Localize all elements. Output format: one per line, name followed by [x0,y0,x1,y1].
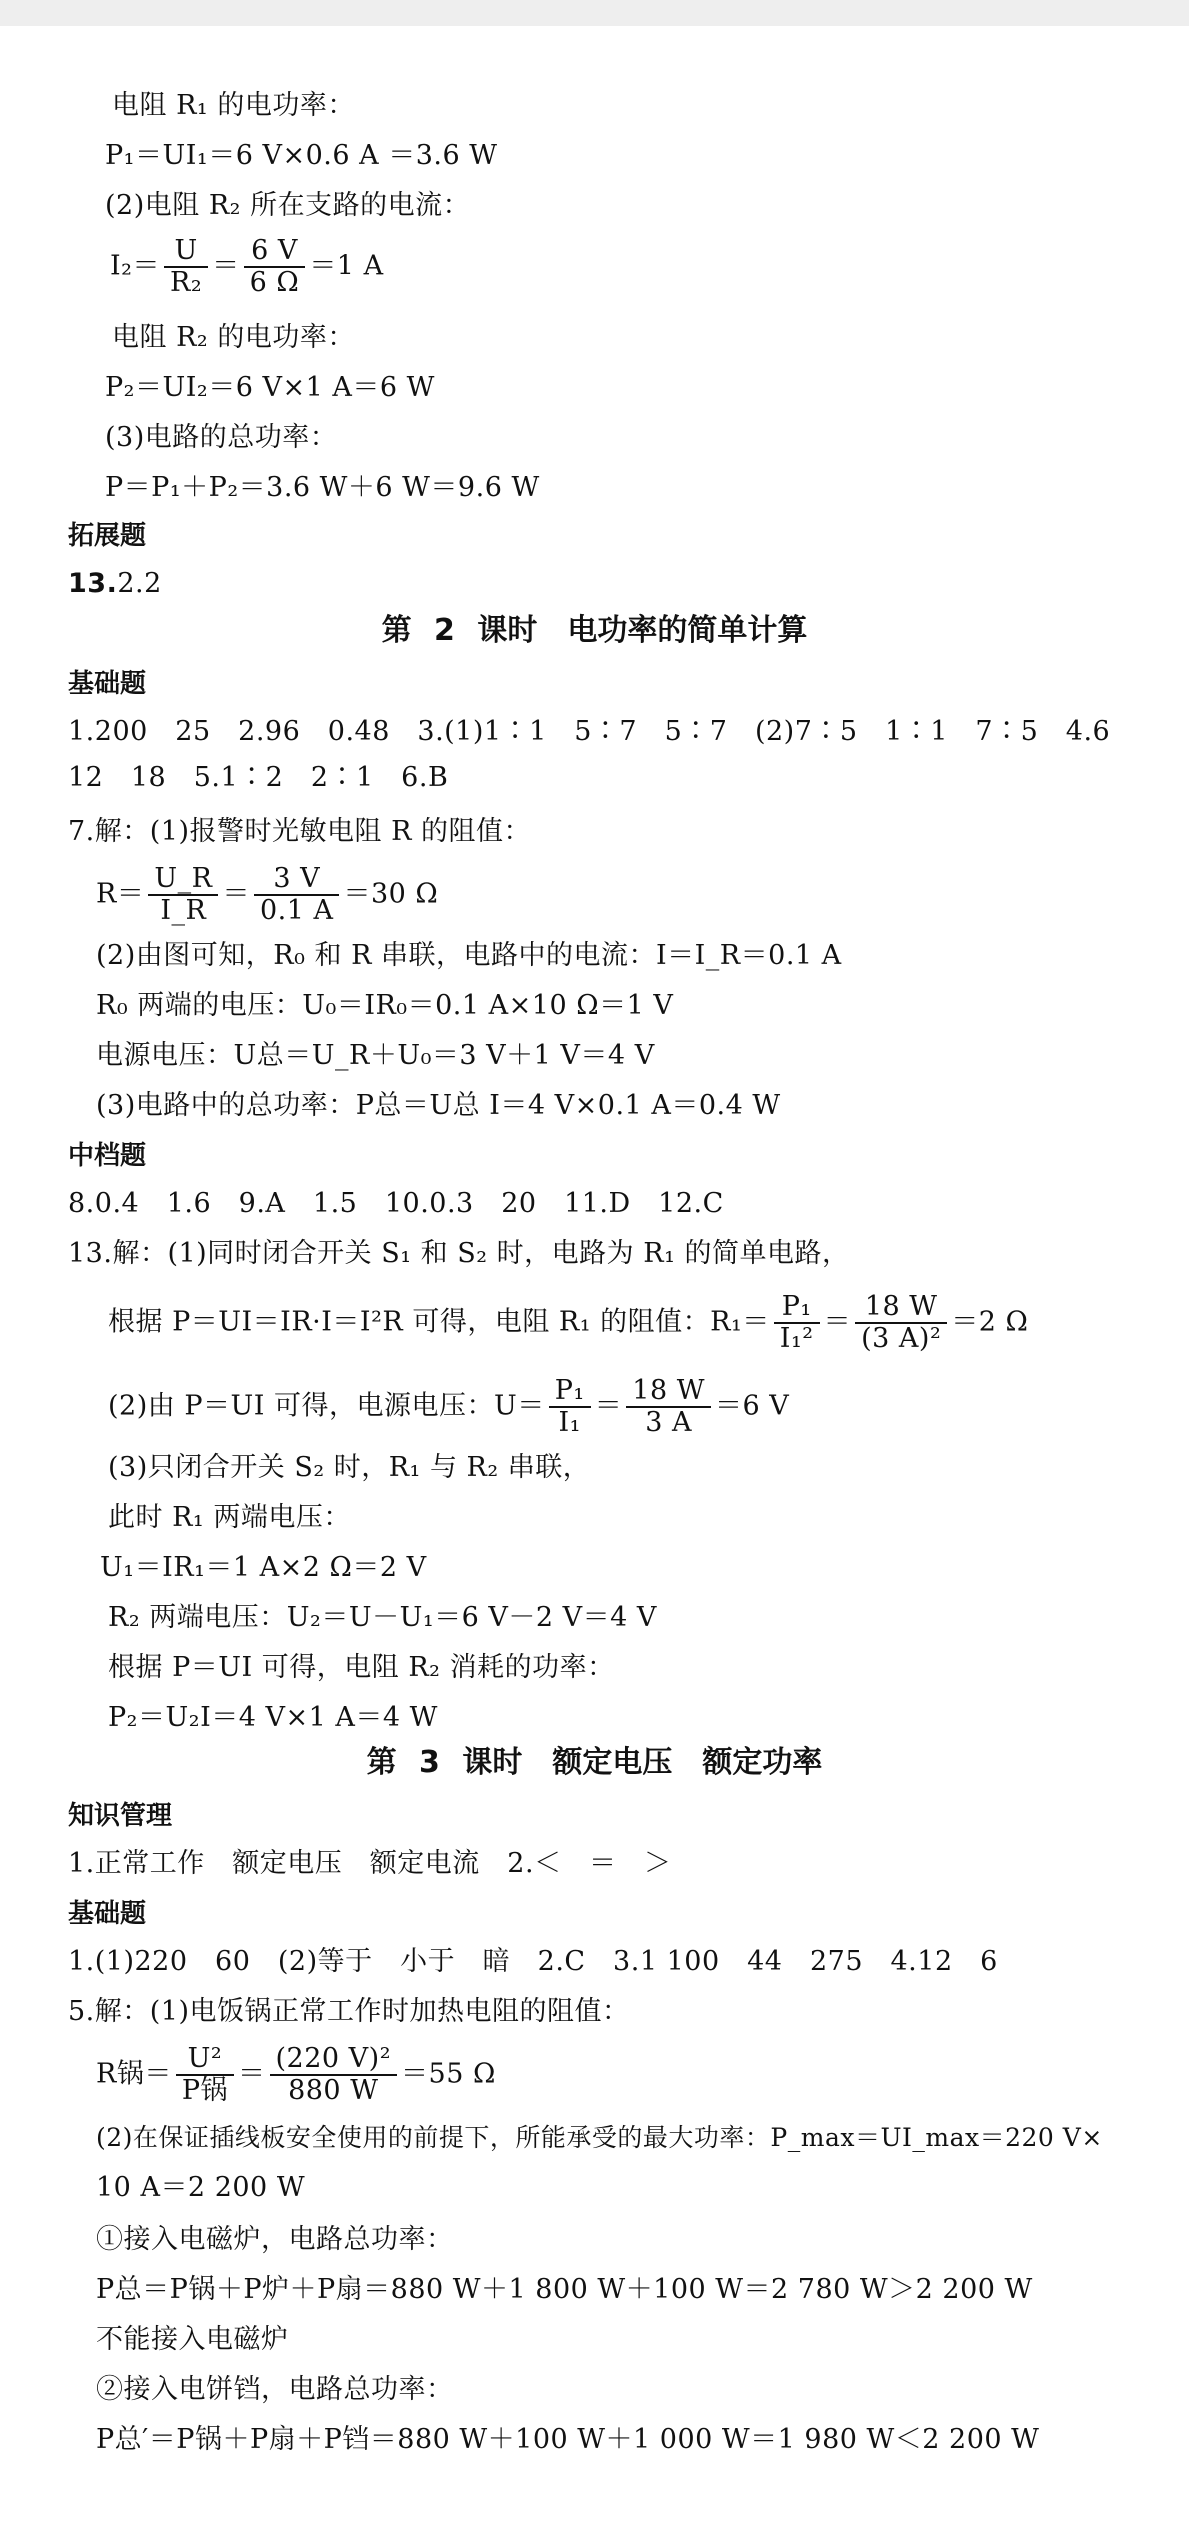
equation-lhs: R＝ [96,878,145,910]
equation-rhs: ＝1 A [309,250,384,282]
answer-line: 7.解：(1)报警时光敏电阻 R 的阻值： [68,816,531,847]
equation-line: P₂＝U₂I＝4 V×1 A＝4 W [108,1702,438,1733]
equation-line: R锅＝ $\frac{\text{U²}}{\text{P锅}}$ ＝ $\frac{\text{(220 V)²}}{880 W}$ ＝55 Ω [96,2043,496,2106]
equation-line: (3)电路中的总功率：P总＝U总 I＝4 V×0.1 A＝0.4 W [96,1090,781,1121]
answer-line: 12 18 5.1∶2 2∶1 6.B [68,762,449,793]
equation-line: P₁＝UI₁＝6 V×0.6 A ＝3.6 W [105,140,498,171]
denominator: P锅 [181,2075,229,2106]
equation-line: I₂＝ $\frac{U}{\text{R₂}}$ ＝ $\frac{6 V}{6 \Omega}$ ＝1 A [110,235,384,298]
answer-line [68,564,162,604]
denominator: I_R [160,895,207,926]
equation-line: P＝P₁＋P₂＝3.6 W＋6 W＝9.6 W [105,472,540,503]
denominator: 3 A [645,1407,692,1438]
equation-line: 电源电压：U总＝U_R＋U₀＝3 V＋1 V＝4 V [96,1040,655,1071]
line: 根据 P＝UI 可得，电阻 R₂ 消耗的功率： [108,1652,615,1683]
answer-line: 1.200 25 2.96 0.48 3.(1)1∶1 5∶7 5∶7 (2)7∶5 1∶1 7∶5 4.6 [68,716,1111,747]
equation-line: 10 A＝2 200 W [96,2172,306,2203]
section-heading: 拓展题 [68,521,147,551]
answer-line: 1.(1)220 60 (2)等于 小于 暗 2.C 3.1 100 44 275 4.12 6 [68,1946,998,1977]
fraction [270,2044,398,2106]
answer-line: 5.解：(1)电饭锅正常工作时加热电阻的阻值： [68,1996,630,2027]
equation-rhs: ＝2 Ω [951,1306,1029,1338]
line: 电阻 R₂ 的电功率： [112,322,355,353]
fraction [774,1292,820,1354]
equation-line: R₂ 两端电压：U₂＝U－U₁＝6 V－2 V＝4 V [108,1602,657,1633]
equation-line: P₂＝UI₂＝6 V×1 A＝6 W [105,372,435,403]
line: ①接入电磁炉，电路总功率： [96,2224,454,2255]
equation-line: (2)由 P＝UI 可得，电源电压：U＝ $\frac{\text{P₁}}{\text{I₁}}$ ＝ $\frac{18 W}{3 A}$ ＝6 V [108,1375,790,1438]
line: (3)只闭合开关 S₂ 时，R₁ 与 R₂ 串联， [108,1452,591,1483]
fraction [176,2044,234,2106]
section-heading: 中档题 [68,1141,147,1171]
lesson-title: 第 3 课时 额定电压 额定功率 [366,1745,823,1780]
section-heading: 基础题 [68,1899,147,1929]
denominator: (3 A)² [861,1323,942,1354]
equation-line: U₁＝IR₁＝1 A×2 Ω＝2 V [100,1552,427,1583]
numerator: U_R [148,864,218,896]
numerator: P₁ [549,1376,591,1408]
fraction [254,864,340,926]
numerator: 18 W [626,1376,711,1408]
numerator: 3 V [254,864,340,896]
fraction [855,1292,947,1354]
numerator: 18 W [855,1292,947,1324]
numerator: U [164,236,208,268]
question-number: 13. [68,568,118,599]
equation-lhs: (2)由 P＝UI 可得，电源电压：U＝ [108,1390,545,1422]
fraction [244,236,306,298]
answer-line: 8.0.4 1.6 9.A 1.5 10.0.3 20 11.D 12.C [68,1188,724,1219]
equation-lhs: I₂＝ [110,250,160,282]
line: 电阻 R₁ 的电功率： [112,90,355,121]
equation-rhs: ＝6 V [714,1390,790,1422]
line: (2)电阻 R₂ 所在支路的电流： [105,190,471,221]
lesson-title: 第 2 课时 电功率的简单计算 [381,613,808,648]
answer-line: 13.解：(1)同时闭合开关 S₁ 和 S₂ 时，电路为 R₁ 的简单电路， [68,1238,850,1269]
section-heading: 知识管理 [68,1801,173,1831]
equation-line: R₀ 两端的电压：U₀＝IR₀＝0.1 A×10 Ω＝1 V [96,990,674,1021]
section-heading: 基础题 [68,669,147,699]
line: 此时 R₁ 两端电压： [108,1502,351,1533]
numerator: P₁ [774,1292,820,1324]
answer-line: 1.正常工作 额定电压 额定电流 2.＜ ＝ ＞ [68,1848,672,1879]
denominator: I₁ [558,1407,582,1438]
fraction [626,1376,711,1438]
equation-line: P总′＝P锅＋P扇＋P铛＝880 W＋100 W＋1 000 W＝1 980 W＜2 200 W [96,2424,1040,2455]
line: ②接入电饼铛，电路总功率： [96,2374,454,2405]
answer-text: 2.2 [117,568,162,599]
fraction [549,1376,591,1438]
line: (2)在保证插线板安全使用的前提下，所能承受的最大功率：P_max＝UI_max＝220 V× [96,2123,1103,2152]
fraction [164,236,208,298]
equation-line: P总＝P锅＋P炉＋P扇＝880 W＋1 800 W＋100 W＝2 780 W＞2 200 W [96,2274,1033,2305]
fraction [148,864,218,926]
equation-line: R＝ $\frac{U\_R}{I\_R}$ ＝ $\frac{3 V}{0.1 A}$ ＝30 Ω [96,863,439,926]
numerator: 6 V [244,236,306,268]
line: 不能接入电磁炉 [96,2324,289,2355]
equation-rhs: ＝30 Ω [343,878,439,910]
denominator: 6 Ω [249,267,300,298]
denominator: 880 W [288,2075,379,2106]
numerator: U² [176,2044,234,2076]
equation-line: 根据 P＝UI＝IR·I＝I²R 可得，电阻 R₁ 的阻值：R₁＝ $\frac{\text{P₁}}{\text{I₁²}}$ ＝ $\frac{18 W}{\text{(3 A)²}}$ ＝2 Ω [108,1291,1029,1354]
denominator: I₁² [779,1323,814,1354]
line: (2)由图可知，R₀ 和 R 串联，电路中的电流：I＝I_R＝0.1 A [96,940,842,971]
denominator: 0.1 A [259,895,334,926]
numerator: (220 V)² [270,2044,398,2076]
denominator: R₂ [170,267,203,298]
equation-rhs: ＝55 Ω [401,2058,496,2090]
line: (3)电路的总功率： [105,422,338,453]
equation-lhs: R锅＝ [96,2058,172,2090]
equation-lhs: 根据 P＝UI＝IR·I＝I²R 可得，电阻 R₁ 的阻值：R₁＝ [108,1306,770,1338]
